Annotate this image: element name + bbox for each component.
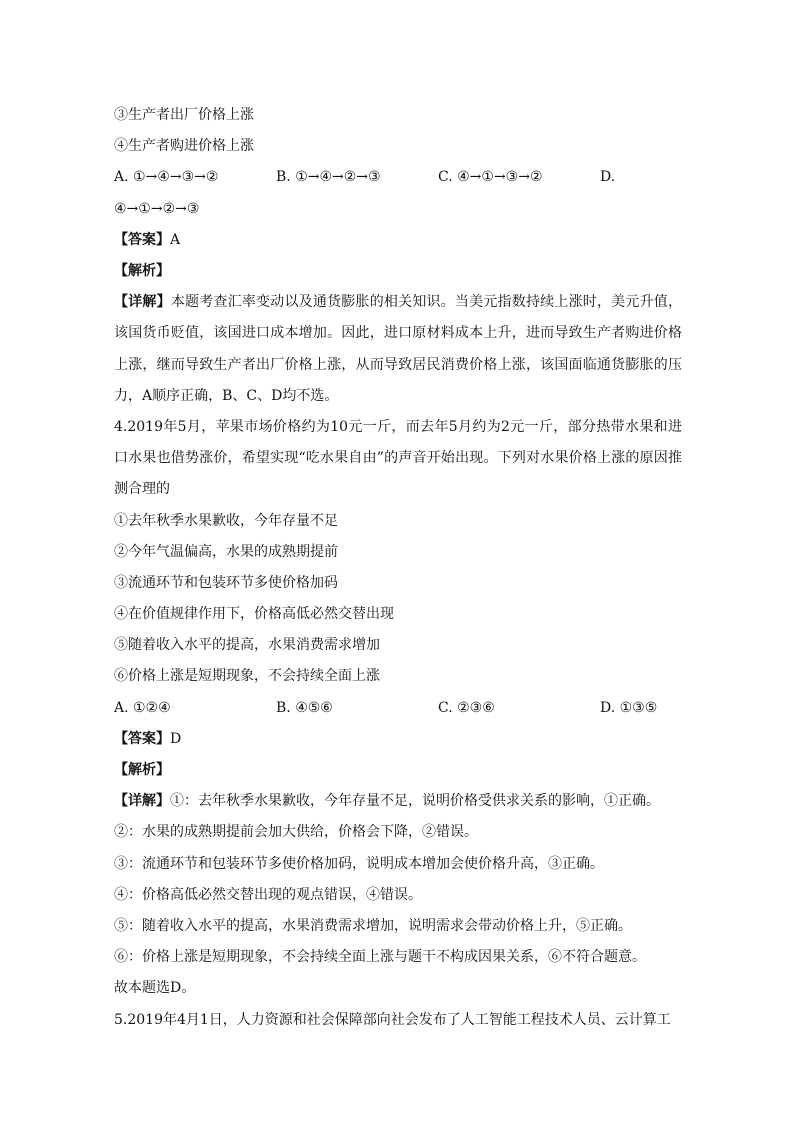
detail-tag: 【详解】 (114, 294, 171, 311)
q3-option-d-text: ④→①→②→③ (114, 200, 200, 217)
q3-analysis-heading: 【解析】 (114, 262, 170, 279)
q3-option-a: A. ①→④→③→② (114, 169, 219, 186)
q3-item-4: ④生产者购进价格上涨 (114, 138, 254, 155)
q3-detail-text: 本题考查汇率变动以及通货膨胀的相关知识。当美元指数持续上涨时，美元升值，该国货币贬值，该国进口成本增加。因此，进口原材料成本上升，进而导致生产者购进价格上涨，继而导致生产者出厂价格上涨，从而导致居民消费价格上涨，该国面临通货膨胀的压力，A顺序正确，B、C、D均不选。 (114, 294, 683, 404)
detail-tag: 【详解】 (114, 793, 170, 810)
answer-tag: 【答案】 (114, 730, 170, 747)
q4-detail-1-text: ①：去年秋季水果歉收，今年存量不足，说明价格受供求关系的影响，①正确。 (170, 793, 660, 810)
q4-detail-4: ④：价格高低必然交替出现的观点错误，④错误。 (114, 886, 422, 903)
q4-answer (114, 724, 682, 755)
q3-detail (114, 287, 682, 412)
q4-item-5: ⑤随着收入水平的提高，水果消费需求增加 (114, 637, 380, 654)
document-page (114, 100, 682, 1036)
q4-options (114, 693, 682, 724)
q4-item-1: ①去年秋季水果歉收，今年存量不足 (114, 512, 338, 529)
q4-item-4: ④在价值规律作用下，价格高低必然交替出现 (114, 606, 394, 623)
q3-option-b: B. ①→④→②→③ (276, 169, 381, 186)
q3-option-c: C. ④→①→③→② (438, 169, 543, 186)
q4-item-3: ③流通环节和包装环节多使价格加码 (114, 574, 338, 591)
q3-options (114, 162, 682, 193)
q4-option-a: A. ①②④ (114, 699, 171, 716)
q3-option-d: D. (600, 169, 616, 186)
q4-analysis-heading: 【解析】 (114, 762, 170, 779)
q3-item-3: ③生产者出厂价格上涨 (114, 107, 254, 123)
answer-value: A (170, 231, 181, 248)
answer-value: D (170, 730, 182, 747)
q3-answer (114, 225, 682, 256)
q4-option-c: C. ②③⑥ (438, 699, 495, 716)
q5-stem: 5.2019年4月1日，人力资源和社会保障部向社会发布了人工智能工程技术人员、云计算工 (114, 1011, 671, 1028)
q4-item-6: ⑥价格上涨是短期现象，不会持续全面上涨 (114, 668, 380, 685)
q4-detail-6: ⑥：价格上涨是短期现象，不会持续全面上涨与题干不构成因果关系，⑥不符合题意。 (114, 949, 646, 966)
q4-stem: 4.2019年5月，苹果市场价格约为10元一斤，而去年5月约为2元一斤，部分热带水果和进口水果也借势涨价，希望实现“吃水果自由”的声音开始出现。下列对水果价格上涨的原因推测合理的 (114, 418, 682, 498)
q4-option-d: D. ①③⑤ (600, 699, 658, 716)
q4-detail-5: ⑤：随着收入水平的提高，水果消费需求增加，说明需求会带动价格上升，⑤正确。 (114, 917, 632, 934)
q4-detail-3: ③：流通环节和包装环节多使价格加码，说明成本增加会使价格升高，③正确。 (114, 855, 604, 872)
q4-detail-1 (114, 786, 682, 817)
q4-detail-2: ②：水果的成熟期提前会加大供给，价格会下降，②错误。 (114, 824, 478, 841)
answer-tag: 【答案】 (114, 231, 170, 248)
q4-item-2: ②今年气温偏高，水果的成熟期提前 (114, 543, 338, 560)
q4-conclusion: 故本题选D。 (114, 980, 196, 997)
q4-option-b: B. ④⑤⑥ (276, 699, 333, 716)
